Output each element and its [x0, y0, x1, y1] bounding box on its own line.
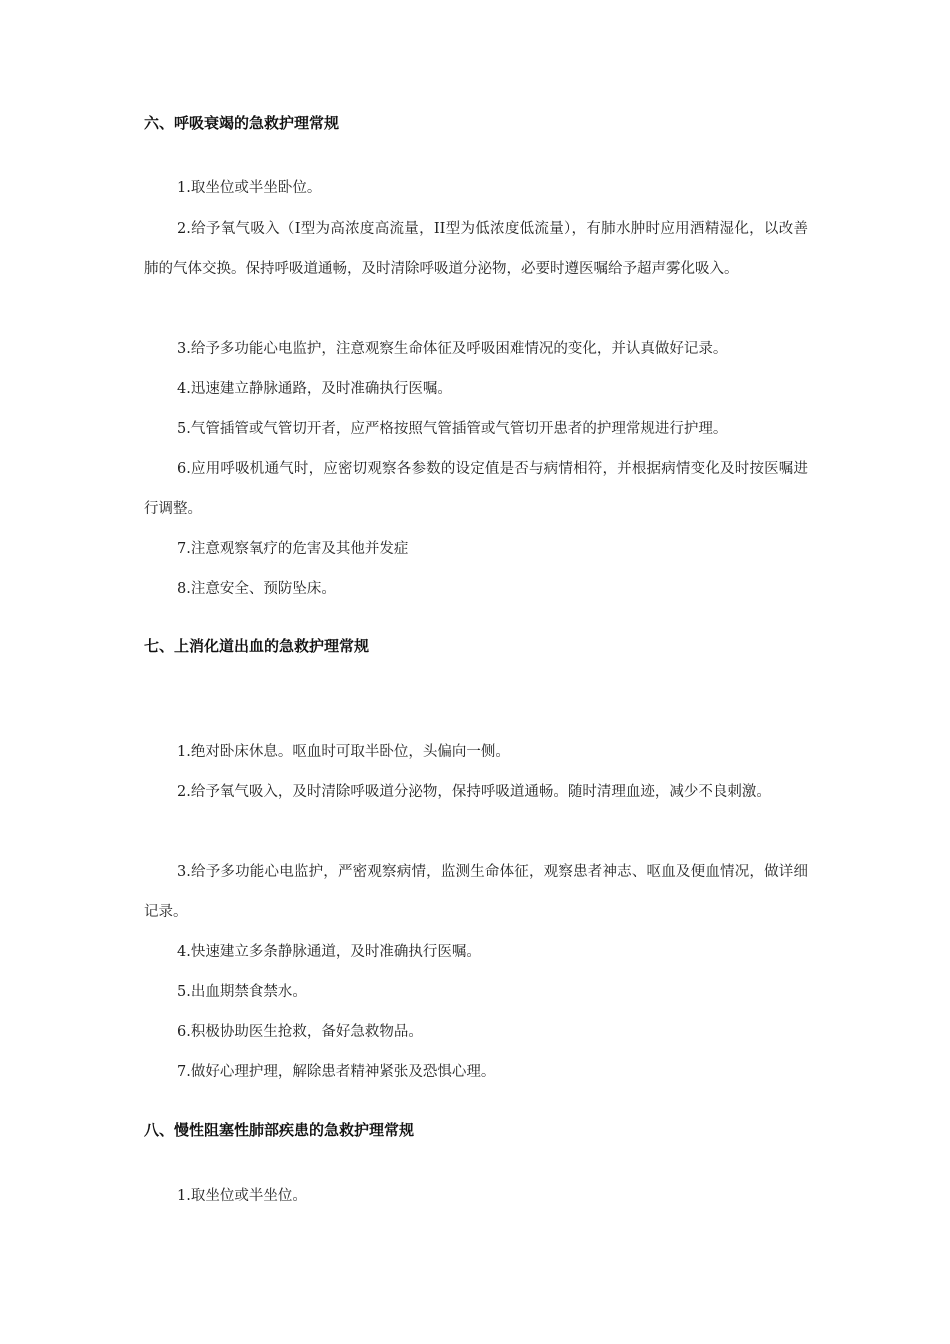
paragraph: 1.取坐位或半坐卧位。	[177, 180, 322, 196]
paragraph: 7.做好心理护理，解除患者精神紧张及恐惧心理。	[177, 1064, 496, 1080]
paragraph: 1.取坐位或半坐位。	[177, 1188, 307, 1204]
paragraph: 3.给予多功能心电监护，注意观察生命体征及呼吸困难情况的变化，并认真做好记录。	[177, 341, 728, 357]
section-heading-upper-gi-bleeding: 七、上消化道出血的急救护理常规	[144, 637, 370, 655]
section-heading-respiratory-failure: 六、呼吸衰竭的急救护理常规	[144, 114, 340, 132]
paragraph: 8.注意安全、预防坠床。	[177, 581, 336, 597]
paragraph: 7.注意观察氧疗的危害及其他并发症	[177, 541, 409, 557]
section-heading-copd: 八、慢性阻塞性肺部疾患的急救护理常规	[144, 1121, 415, 1139]
paragraph: 1.绝对卧床休息。呕血时可取半卧位，头偏向一侧。	[177, 744, 510, 760]
paragraph: 4.快速建立多条静脉通道，及时准确执行医嘱。	[177, 944, 481, 960]
paragraph: 6.积极协助医生抢救，备好急救物品。	[177, 1024, 423, 1040]
paragraph: 2.给予氧气吸入，及时清除呼吸道分泌物，保持呼吸道通畅。随时清理血迹，减少不良刺激。	[177, 784, 771, 800]
paragraph: 3.给予多功能心电监护，严密观察病情，监测生命体征，观察患者神志、呕血及便血情况，做详细记录。	[144, 864, 808, 920]
paragraph: 6.应用呼吸机通气时，应密切观察各参数的设定值是否与病情相符，并根据病情变化及时按医嘱进行调整。	[144, 461, 808, 517]
paragraph: 5.气管插管或气管切开者，应严格按照气管插管或气管切开患者的护理常规进行护理。	[177, 421, 728, 437]
paragraph: 2.给予氧气吸入（I型为高浓度高流量，II型为低浓度低流量），有肺水肿时应用酒精湿化，以改善肺的气体交换。保持呼吸道通畅，及时清除呼吸道分泌物，必要时遵医嘱给予超声雾化吸入。	[144, 221, 808, 277]
paragraph: 5.出血期禁食禁水。	[177, 984, 307, 1000]
paragraph: 4.迅速建立静脉通路，及时准确执行医嘱。	[177, 381, 452, 397]
